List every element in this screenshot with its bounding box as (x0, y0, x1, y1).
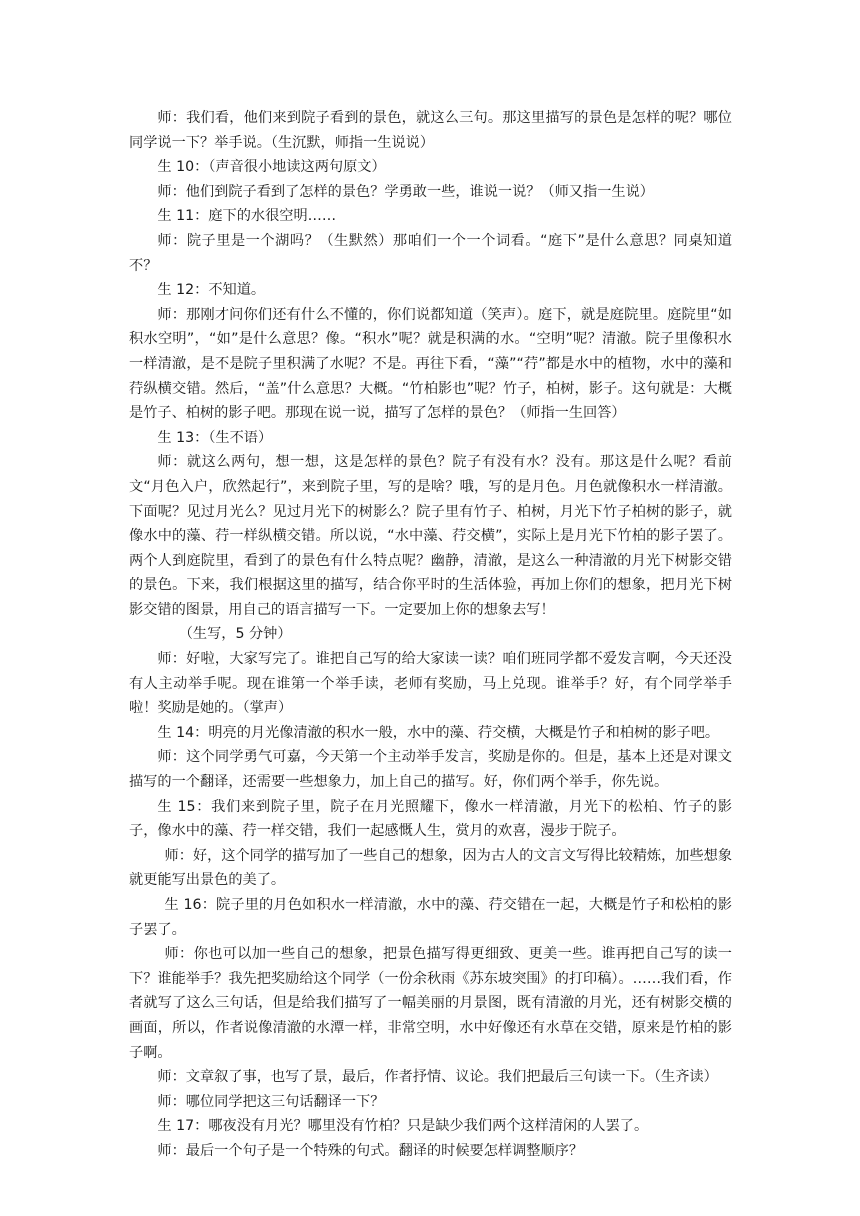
paragraph: 师：我们看，他们来到院子看到的景色，就这么三句。那这里描写的景色是怎样的呢？哪位同学说一下？举手说。（生沉默，师指一生说说） (129, 110, 732, 151)
paragraph: 生 14：明亮的月光像清澈的积水一般，水中的藻、荇交横，大概是竹子和柏树的影子吧。 (157, 724, 720, 741)
paragraph: 生 17：哪夜没有月光？哪里没有竹柏？只是缺少我们两个这样清闲的人罢了。 (157, 1118, 649, 1135)
paragraph: 师：那刚才问你们还有什么不懂的，你们说都知道（笑声）。庭下，就是庭院里。庭院里“如积水空明”，“如”是什么意思？像。“积水”呢？就是积满的水。“空明”呢？清澈。院子里像积水一样清澈，是不是院子里积满了水呢？不是。再往下看，“藻”“荇”都是水中的植物，水中的藻和荇纵横交错。然后，“盖”什么意思？大概。“竹柏影也”呢？竹子，柏树，影子。这句就是：大概是竹子、柏树的影子吧。那现在说一说，描写了怎样的景色？（师指一生回答） (129, 306, 732, 422)
paragraph: 生 11：庭下的水很空明…… (157, 208, 337, 225)
paragraph: 师：这个同学勇气可嘉，今天第一个主动举手发言，奖励是你的。但是，基本上还是对课文描写的一个翻译，还需要一些想象力，加上自己的描写。好，你们两个举手，你先说。 (129, 749, 732, 791)
paragraph: 生 15：我们来到院子里，院子在月光照耀下，像水一样清澈，月光下的松柏、竹子的影子，像水中的藻、荇一样交错，我们一起感慨人生，赏月的欢喜，漫步于院子。 (129, 798, 732, 840)
document-body (129, 106, 732, 1164)
paragraph: 师：他们到院子看到了怎样的景色？学勇敢一些，谁说一说？（师又指一生说） (157, 183, 654, 200)
paragraph: 师：好啦，大家写完了。谁把自己写的给大家读一读？咱们班同学都不爱发言啊，今天还没有人主动举手呢。现在谁第一个举手读，老师有奖励，马上兑现。谁举手？好，有个同学举手啦！奖励是她的。（掌声） (129, 651, 732, 717)
paragraph: 师：最后一个句子是一个特殊的句式。翻译的时候要怎样调整顺序？ (157, 1142, 584, 1159)
paragraph: 师：就这么两句，想一想，这是怎样的景色？院子有没有水？没有。那这是什么呢？看前文“月色入户，欣然起行”，来到院子里，写的是啥？哦，写的是月色。月色就像积水一样清澈。下面呢？见过月光么？见过月光下的树影么？院子里有竹子、柏树，月光下竹子柏树的影子，就像水中的藻、荇一样纵横交错。所以说，“水中藻、荇交横”，实际上是月光下竹柏的影子罢了。两个人到庭院里，看到了的景色有什么特点呢？幽静，清澈，是这么一种清澈的月光下树影交错的景色。下来，我们根据这里的描写，结合你平时的生活体验，再加上你们的想象，把月光下树影交错的图景，用自己的语言描写一下。一定要加上你的想象去写！ (129, 454, 732, 618)
paragraph: 生 10：（声音很小地读这两句原文） (157, 159, 386, 176)
paragraph: 师：好，这个同学的描写加了一些自己的想象，因为古人的文言文写得比较精炼，加些想象就更能写出景色的美了。 (129, 847, 733, 889)
paragraph: 师：文章叙了事，也写了景，最后，作者抒情、议论。我们把最后三句读一下。（生齐读） (157, 1069, 718, 1086)
paragraph: 师：你也可以加一些自己的想象，把景色描写得更细致、更美一些。谁再把自己写的读一下？谁能举手？我先把奖励给这个同学（一份余秋雨《苏东坡突围》的打印稿）。……我们看，作者就写了这么三句话，但是给我们描写了一幅美丽的月景图，既有清澈的月光，还有树影交横的画面，所以，作者说像清澈的水潭一样，非常空明，水中好像还有水草在交错，原来是竹柏的影子啊。 (129, 946, 732, 1061)
paragraph: 生 16：院子里的月色如积水一样清澈，水中的藻、荇交错在一起，大概是竹子和松柏的影子罢了。 (129, 897, 732, 938)
paragraph: 师：院子里是一个湖吗？（生默然）那咱们一个一个词看。“庭下”是什么意思？同桌知道不？ (129, 232, 732, 274)
paragraph: （生写，5 分钟） (178, 626, 292, 643)
paragraph: 师：哪位同学把这三句话翻译一下？ (157, 1093, 385, 1110)
paragraph: 生 12：不知道。 (157, 282, 266, 299)
paragraph: 生 13：（生不语） (157, 429, 273, 446)
